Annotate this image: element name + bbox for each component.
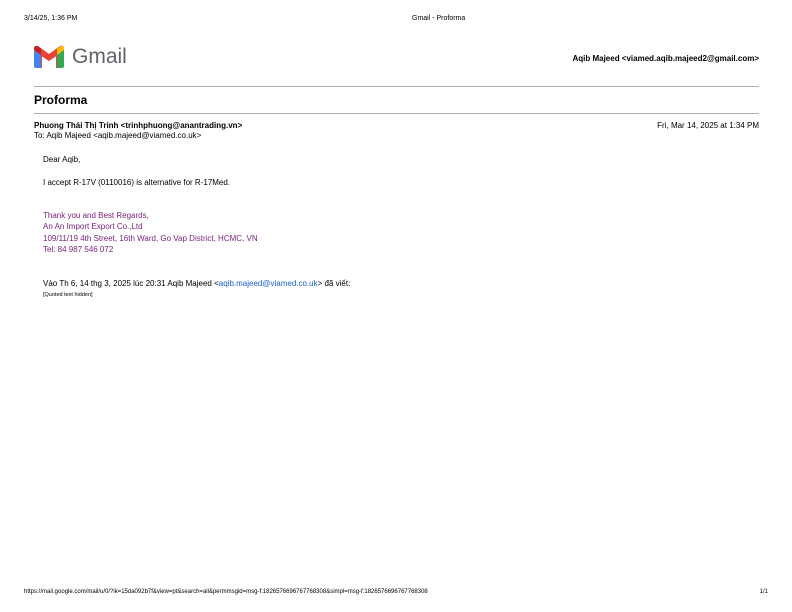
signature-closing: Thank you and Best Regards, [43,211,149,220]
signature-company: An An Import Export Co.,Ltd [43,222,143,231]
quote-suffix: > đã viết: [317,279,351,288]
signature-phone: Tel: 84 987 546 072 [43,245,114,254]
page-number: 1/1 [759,589,768,595]
message-greeting: Dear Aqib, [43,155,81,164]
quote-prefix: Vào Th 6, 14 thg 3, 2025 lúc 20:31 Aqib Majeed < [43,279,219,288]
print-title: Gmail - Proforma [412,15,466,22]
print-datetime: 3/14/25, 1:36 PM [24,15,78,22]
message-recipient: To: Aqib Majeed <aqib.majeed@viamed.co.uk> [34,131,202,140]
message-sender: Phuong Thái Thị Trinh <trinhphuong@anantrading.vn> [34,121,243,130]
gmail-logo-text: Gmail [72,45,127,68]
subject-title: Proforma [34,93,88,107]
footer-url: https://mail.google.com/mail/u/0/?ik=15da092b7f&view=pt&search=all&permmsgid=msg-f:1826576696767768308&simpl=msg-f:1826576696767768308 [24,589,428,595]
message-body: I accept R-17V (0110016) is alternative for R-17Med. [43,178,231,187]
quote-email-link[interactable]: aqib.majeed@viamed.co.uk [218,279,318,288]
header-divider [34,86,759,87]
gmail-m-icon [34,45,64,68]
subject-divider [34,113,759,114]
quote-attribution [43,279,350,288]
account-email: Aqib Majeed <viamed.aqib.majeed2@gmail.com> [572,54,759,63]
quoted-text-hidden[interactable]: [Quoted text hidden] [43,292,93,298]
message-date: Fri, Mar 14, 2025 at 1:34 PM [657,121,759,130]
signature-address: 109/11/19 4th Street, 16th Ward, Go Vap District, HCMC, VN [43,234,258,243]
